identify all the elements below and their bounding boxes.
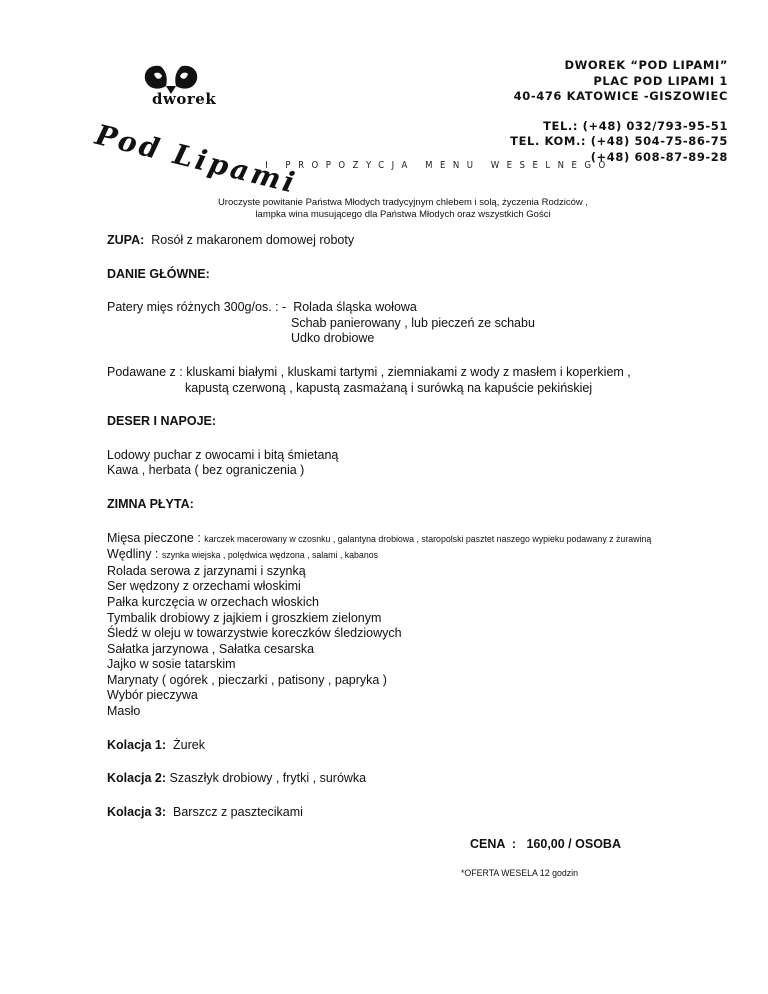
soup-text: Rosół z makaronem domowej roboty bbox=[151, 233, 355, 247]
supper-label: Kolacja 1: bbox=[107, 737, 167, 752]
cold-plate-item: Rolada serowa z jarzynami i szynką bbox=[107, 563, 306, 578]
cold-plate-item: Wybór pieczywa bbox=[107, 688, 198, 703]
served-with-line-1: Podawane z : kluskami białymi , kluskami tartymi , ziemniakami z wody z masłem i koperkiem , bbox=[107, 364, 631, 379]
cold-cuts-detail: szynka wiejska , polędwica wędzona , salami , kabanos bbox=[161, 550, 379, 561]
greeting-text bbox=[0, 197, 768, 221]
soup-row bbox=[107, 233, 747, 249]
cold-plate-item: Ser wędzony z orzechami włoskimi bbox=[107, 579, 301, 594]
cold-plate-item: Pałka kurczęcia w orzechach włoskich bbox=[107, 594, 319, 609]
cold-plate-item: Sałatka jarzynowa , Sałatka cesarska bbox=[107, 641, 315, 656]
supper-row-1 bbox=[107, 738, 747, 754]
venue-street: PLAC POD LIPAMI 1 bbox=[593, 73, 728, 88]
roast-meats-detail: karczek macerowany w czosnku , galantyna drobiowa , staropolski pasztet naszego wypieku podawany z żurawiną bbox=[204, 533, 652, 544]
cold-cuts-label: Wędliny : bbox=[107, 547, 159, 562]
platter-item: Schab panierowany , lub pieczeń ze schabu bbox=[291, 315, 535, 330]
dessert-item: Lodowy puchar z owocami i bitą śmietaną bbox=[107, 447, 339, 462]
logo-dworek-text: dworek bbox=[152, 90, 217, 108]
venue-city: 40-476 KATOWICE -GISZOWIEC bbox=[513, 89, 728, 103]
greeting-line-1: Uroczyste powitanie Państwa Młodych tradycyjnym chlebem i solą, życzenia Rodziców , bbox=[217, 197, 589, 208]
supper-text: Barszcz z pasztecikami bbox=[173, 804, 303, 819]
logo bbox=[92, 60, 301, 201]
venue-name: DWOREK “POD LIPAMI” bbox=[564, 58, 728, 72]
venue-phone: TEL.: (+48) 032/793-95-51 bbox=[543, 118, 728, 133]
supper-row-3 bbox=[107, 805, 747, 821]
offer-title: I PROPOZYCJA MENU WESELNEGO bbox=[265, 160, 613, 171]
price-per-person: CENA : 160,00 / OSOBA bbox=[470, 837, 621, 851]
footnote: *OFERTA WESELA 12 godzin bbox=[461, 868, 579, 878]
soup-label: ZUPA: bbox=[107, 233, 145, 247]
platter-row bbox=[107, 300, 747, 316]
cold-plate-item: Śledź w oleju w towarzystwie koreczków śledziowych bbox=[107, 626, 402, 641]
menu-body bbox=[107, 233, 747, 820]
address-block bbox=[510, 58, 728, 165]
supper-text: Szaszłyk drobiowy , frytki , surówka bbox=[169, 771, 367, 786]
main-course-heading: DANIE GŁÓWNE: bbox=[107, 266, 210, 281]
roast-meats-label: Mięsa pieczone : bbox=[107, 530, 201, 545]
supper-text: Żurek bbox=[173, 737, 205, 752]
supper-label: Kolacja 2: bbox=[107, 771, 167, 786]
supper-label: Kolacja 3: bbox=[107, 804, 167, 819]
served-with-line-2: kapustą czerwoną , kapustą zasmażaną i surówką na kapuście pekińskiej bbox=[185, 380, 593, 395]
cold-plate-heading: ZIMNA PŁYTA: bbox=[107, 496, 194, 511]
cold-cuts-row bbox=[107, 547, 747, 564]
venue-mobile-1: TEL. KOM.: (+48) 504-75-86-75 bbox=[510, 134, 728, 148]
platter-item: Rolada śląska wołowa bbox=[293, 300, 417, 315]
platter-item: Udko drobiowe bbox=[291, 331, 375, 346]
roast-meats-row bbox=[107, 531, 747, 548]
supper-row-2 bbox=[107, 771, 747, 787]
cold-plate-item: Tymbalik drobiowy z jajkiem i groszkiem zielonym bbox=[107, 610, 382, 625]
cold-plate-item: Jajko w sosie tatarskim bbox=[107, 657, 236, 672]
dessert-heading: DESER I NAPOJE: bbox=[107, 414, 217, 429]
cold-plate-item: Marynaty ( ogórek , pieczarki , patisony , papryka ) bbox=[107, 672, 387, 687]
platter-label: Patery mięs różnych 300g/os. : - bbox=[107, 300, 287, 315]
logo-pod-lipami-text: Pod Lipami bbox=[92, 118, 301, 201]
greeting-line-2: lampka wina musującego dla Państwa Młodych oraz wszystkich Gości bbox=[255, 209, 551, 220]
venue-mobile-2: (+48) 608-87-89-28 bbox=[590, 149, 728, 164]
dessert-item: Kawa , herbata ( bez ograniczenia ) bbox=[107, 463, 305, 478]
cold-plate-item: Masło bbox=[107, 704, 141, 719]
